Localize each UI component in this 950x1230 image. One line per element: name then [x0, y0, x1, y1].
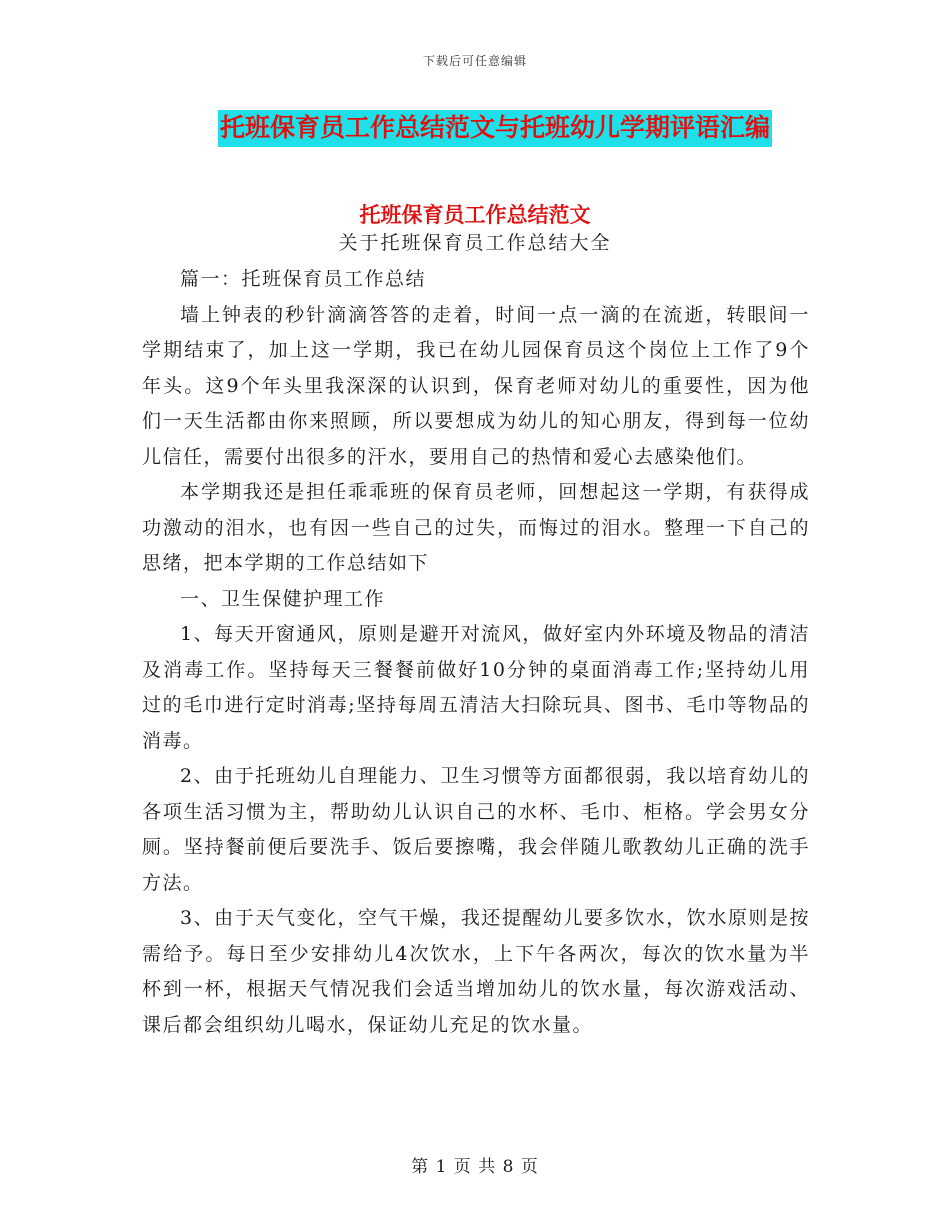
section-title: 托班保育员工作总结范文 — [359, 202, 591, 227]
body-paragraph: 3、由于天气变化，空气干燥，我还提醒幼儿要多饮水，饮水原则是按需给予。每日至少安排幼儿4次饮水，上下午各两次，每次的饮水量为半杯到一杯，根据天气情况我们会适当增加幼儿的饮水量，每次游戏活动、课后都会组织幼儿喝水，保证幼儿充足的饮水量。 — [142, 907, 810, 1036]
body-paragraph: 本学期我还是担任乖乖班的保育员老师，回想起这一学期，有获得成功激动的泪水，也有因一些自己的过失，而悔过的泪水。整理一下自己的思绪，把本学期的工作总结如下 — [142, 481, 810, 574]
body-paragraph: 1、每天开窗通风，原则是避开对流风，做好室内外环境及物品的清洁及消毒工作。坚持每天三餐餐前做好10分钟的桌面消毒工作;坚持幼儿用过的毛巾进行定时消毒;坚持每周五清洁大扫除玩具、图书、毛巾等物品的消毒。 — [142, 623, 810, 752]
body-paragraph: 2、由于托班幼儿自理能力、卫生习惯等方面都很弱，我以培育幼儿的各项生活习惯为主，帮助幼儿认识自己的水杯、毛巾、柜格。学会男女分厕。坚持餐前便后要洗手、饭后要擦嘴，我会伴随儿歌教幼儿正确的洗手方法。 — [142, 765, 810, 894]
document-body — [142, 262, 810, 1043]
subsection-heading: 一、卫生保健护理工作 — [180, 587, 386, 610]
page-header-note: 下载后可任意编辑 — [422, 54, 527, 68]
document-title-container — [0, 110, 950, 147]
section-subtitle: 关于托班保育员工作总结大全 — [338, 232, 612, 254]
body-paragraph: 墙上钟表的秒针滴滴答答的走着，时间一点一滴的在流逝，转眼间一学期结束了，加上这一学期，我已在幼儿园保育员这个岗位上工作了9个年头。这9个年头里我深深的认识到，保育老师对幼儿的重要性，因为他们一天生活都由你来照顾，所以要想成为幼儿的知心朋友，得到每一位幼儿信任，需要付出很多的汗水，要用自己的热情和爱心去感染他们。 — [142, 303, 810, 468]
document-title: 托班保育员工作总结范文与托班幼儿学期评语汇编 — [218, 110, 772, 147]
page-number: 第 1 页 共 8 页 — [411, 1157, 539, 1177]
chapter-heading: 篇一：托班保育员工作总结 — [180, 268, 427, 290]
